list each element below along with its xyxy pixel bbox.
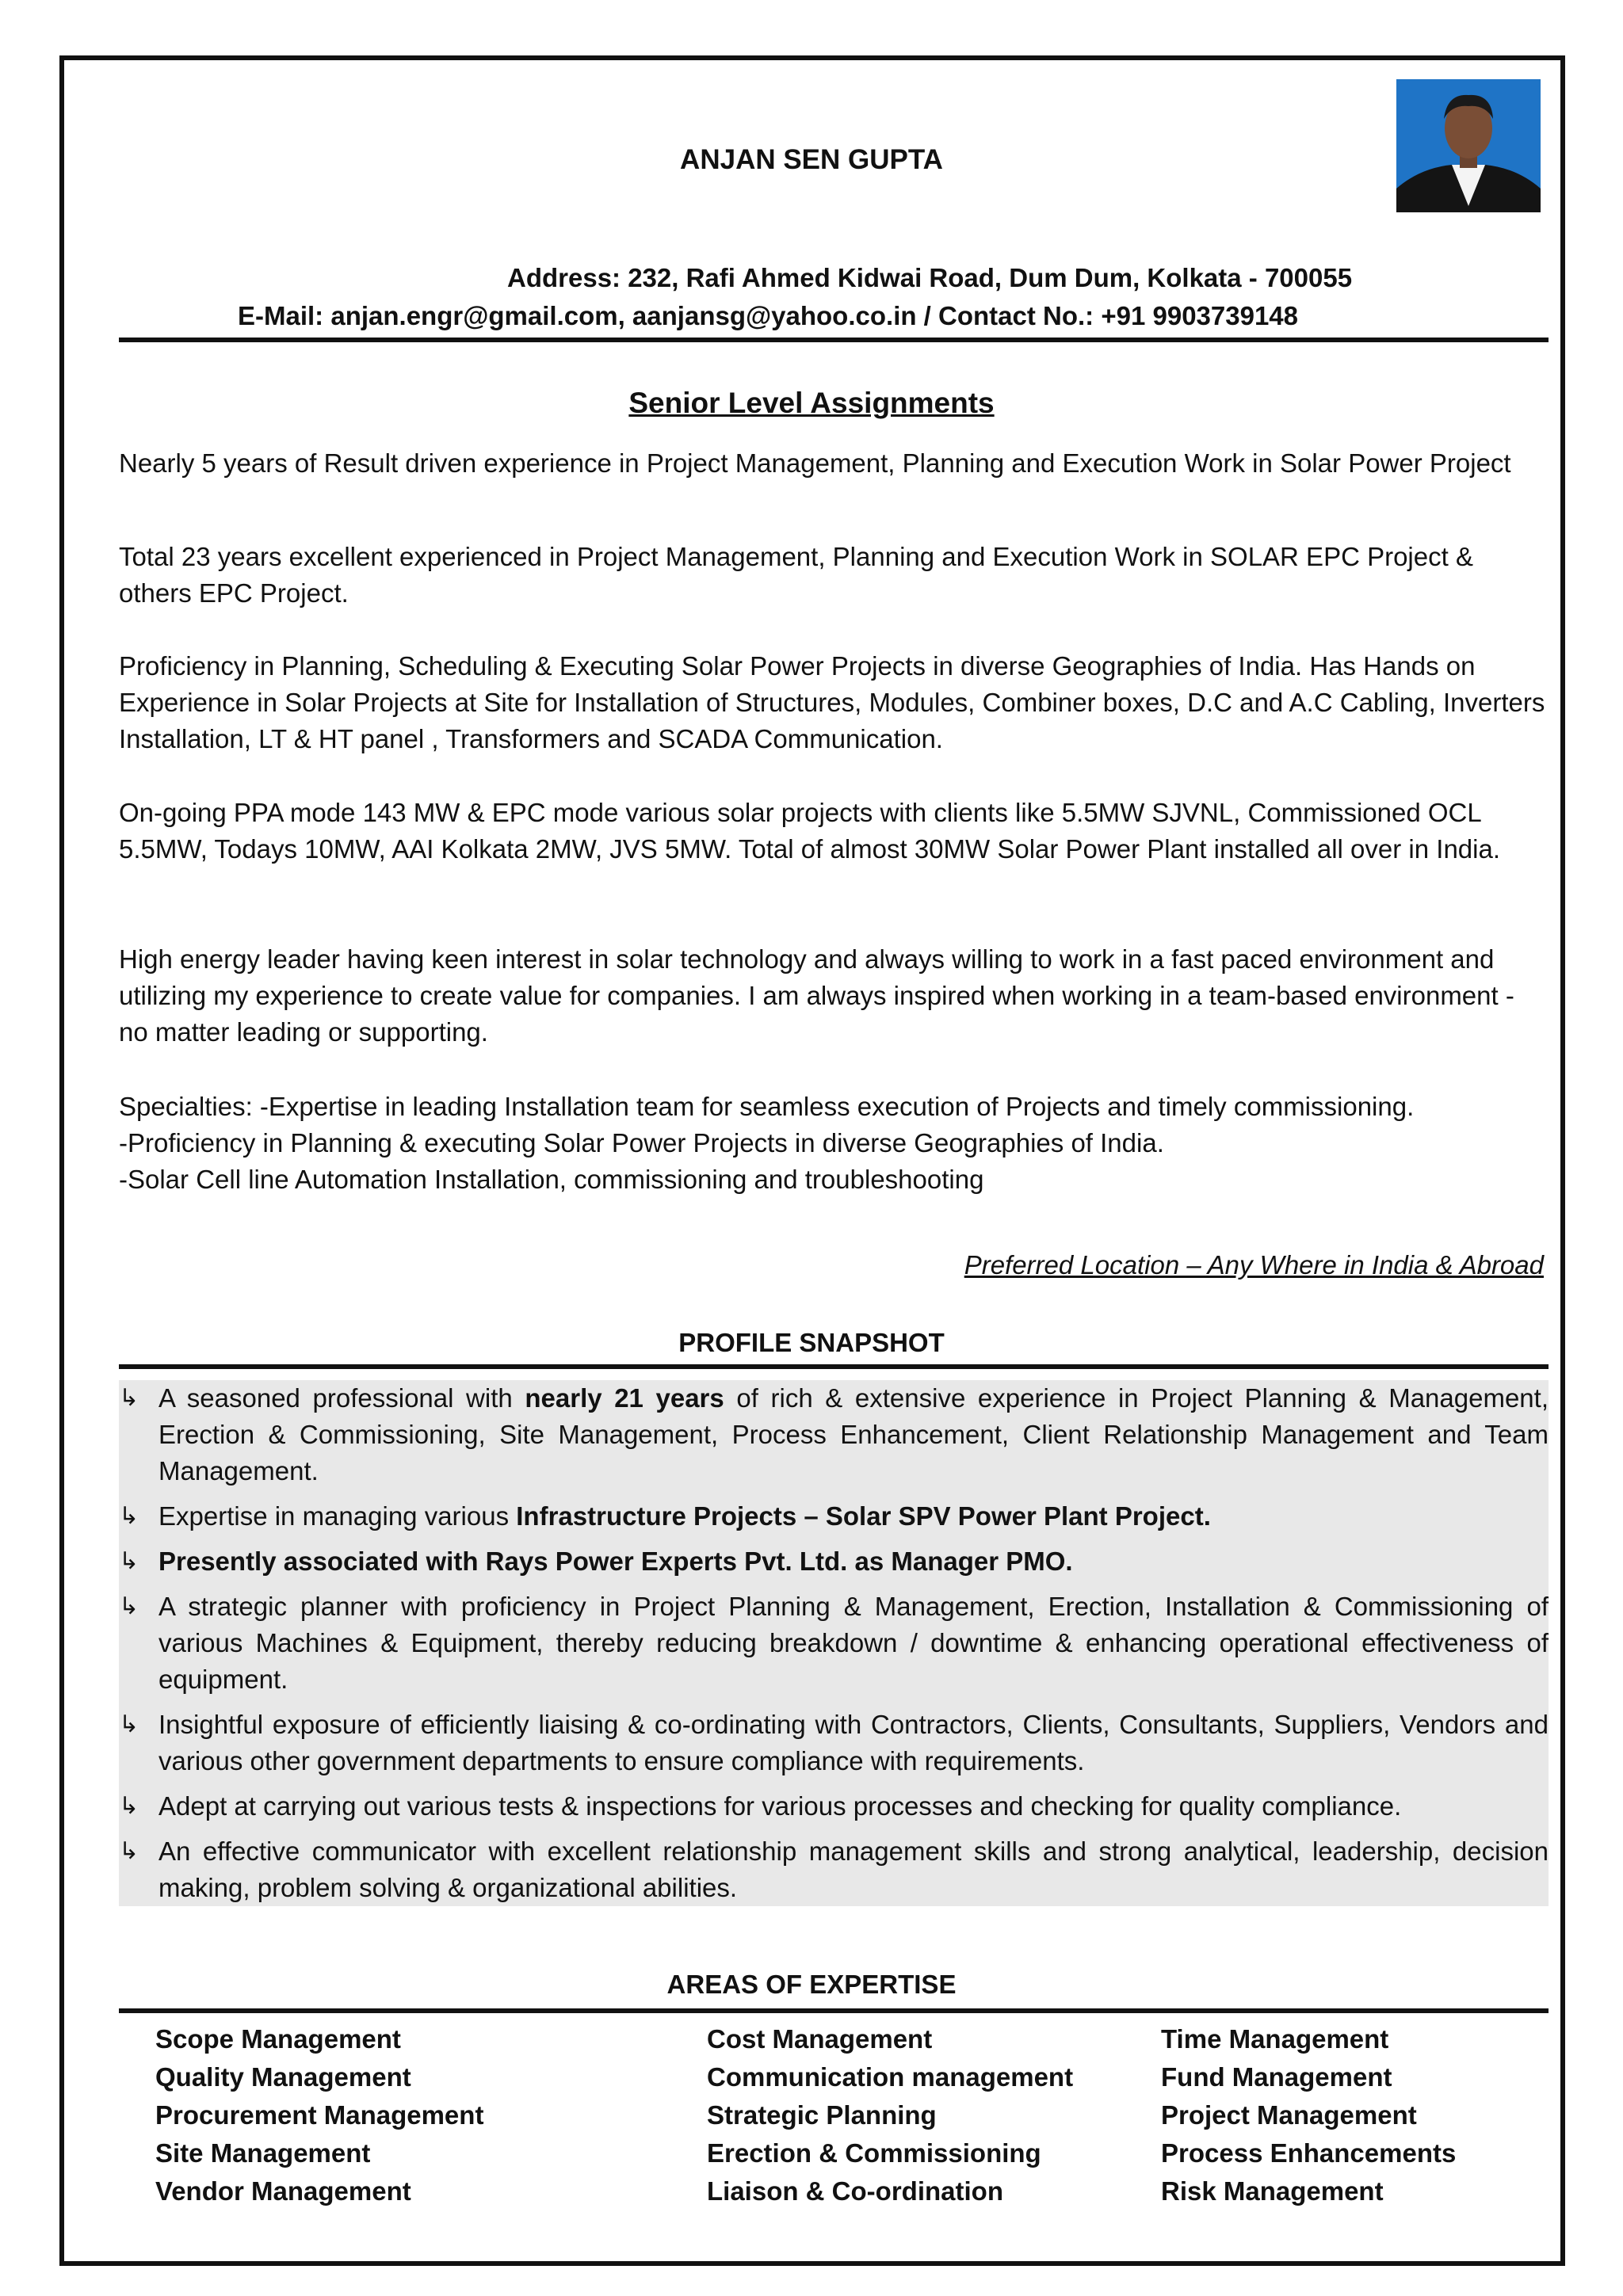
expertise-item: Strategic Planning xyxy=(707,2100,937,2130)
summary-text-3: Proficiency in Planning, Scheduling & Executing Solar Power Projects in diverse Geographies of India. Has Hands on Experience in Solar Projects at Site for Installation of Structures, Modules, Combiner boxes, D.C and A.C Cabling, Inverters Installation, LT & HT panel , Transformers and SCADA Communication. xyxy=(119,651,1545,753)
expertise-heading: AREAS OF EXPERTISE xyxy=(666,1970,957,1999)
profile-bullet-list xyxy=(119,1380,1549,1906)
summary-heading: Senior Level Assignments xyxy=(628,387,995,419)
expertise-column-1 xyxy=(155,2020,483,2210)
summary-paragraph-5 xyxy=(119,941,1549,1051)
bullet-text: Expertise in managing various xyxy=(158,1501,517,1531)
contact-line: E-Mail: anjan.engr@gmail.com, aanjansg@yahoo.co.in / Contact No.: +91 9903739148 xyxy=(238,301,1299,330)
profile-bullet-3 xyxy=(119,1543,1549,1580)
bullet-emphasis: Presently associated with Rays Power Experts Pvt. Ltd. as Manager PMO. xyxy=(158,1547,1073,1576)
portrait-image xyxy=(1396,79,1541,212)
summary-text-4: On-going PPA mode 143 MW & EPC mode various solar projects with clients like 5.5MW SJVNL, Commissioned OCL 5.5MW, Todays 10MW, AAI Kolkata 2MW, JVS 5MW. Total of almost 30MW Solar Power Plant installed all over in India. xyxy=(119,798,1501,864)
expertise-column-2 xyxy=(707,2020,1073,2210)
expertise-item: Project Management xyxy=(1161,2100,1417,2130)
expertise-item: Fund Management xyxy=(1161,2062,1392,2092)
expertise-item: Communication management xyxy=(707,2062,1074,2092)
profile-divider xyxy=(119,1364,1549,1369)
bullet-text: An effective communicator with excellent relationship management skills and strong analytical, leadership, decision making, problem solving & organizational abilities. xyxy=(158,1836,1549,1902)
bullet-emphasis: nearly 21 years xyxy=(525,1383,724,1413)
summary-text-2: Total 23 years excellent experienced in Project Management, Planning and Execution Work in SOLAR EPC Project & others EPC Project. xyxy=(119,542,1473,608)
summary-paragraph-3 xyxy=(119,648,1549,757)
expertise-item: Procurement Management xyxy=(155,2100,484,2130)
profile-bullet-7 xyxy=(119,1833,1549,1906)
profile-bullet-2 xyxy=(119,1498,1549,1535)
profile-bullet-6 xyxy=(119,1788,1549,1825)
expertise-item: Time Management xyxy=(1161,2024,1389,2054)
arrow-icon: ↳ xyxy=(119,1838,139,1864)
header-divider xyxy=(119,338,1549,342)
bullet-text: Insightful exposure of efficiently liaising & co-ordinating with Contractors, Clients, Consultants, Suppliers, Vendors and various other government departments to ensure compliance with requirements. xyxy=(158,1710,1549,1775)
specialty-line-3: -Solar Cell line Automation Installation, commissioning and troubleshooting xyxy=(119,1165,984,1194)
profile-heading: PROFILE SNAPSHOT xyxy=(678,1328,945,1357)
preferred-location: Preferred Location – Any Where in India & Abroad xyxy=(964,1250,1544,1280)
profile-bullet-4 xyxy=(119,1589,1549,1698)
address-line: Address: 232, Rafi Ahmed Kidwai Road, Dum Dum, Kolkata - 700055 xyxy=(507,263,1353,292)
bullet-emphasis: Infrastructure Projects – Solar SPV Power Plant Project. xyxy=(516,1501,1211,1531)
expertise-item: Quality Management xyxy=(155,2062,411,2092)
summary-paragraph-1 xyxy=(119,445,1549,482)
specialty-line-2: -Proficiency in Planning & executing Solar Power Projects in diverse Geographies of India. xyxy=(119,1128,1164,1158)
arrow-icon: ↳ xyxy=(119,1548,139,1574)
summary-paragraph-4 xyxy=(119,795,1549,868)
bullet-text: A seasoned professional with xyxy=(158,1383,525,1413)
bullet-text: Adept at carrying out various tests & inspections for various processes and checking for quality compliance. xyxy=(158,1791,1402,1821)
expertise-item: Process Enhancements xyxy=(1161,2138,1457,2168)
summary-text-1: Nearly 5 years of Result driven experience in Project Management, Planning and Execution Work in Solar Power Project xyxy=(119,448,1511,478)
profile-snapshot-box xyxy=(119,1380,1549,1906)
profile-bullet-1 xyxy=(119,1380,1549,1489)
arrow-icon: ↳ xyxy=(119,1385,139,1411)
candidate-name: ANJAN SEN GUPTA xyxy=(680,144,943,175)
expertise-item: Erection & Commissioning xyxy=(707,2138,1041,2168)
bullet-text: A strategic planner with proficiency in Project Planning & Management, Erection, Installation & Commissioning of various Machines & Equipment, thereby reducing breakdown / downtime & enhancing operational effectiveness of equipment. xyxy=(158,1592,1549,1694)
arrow-icon: ↳ xyxy=(119,1711,139,1737)
bullet-text: of rich & extensive experience in Project Planning & Management, Erection & Commissioning, Site Management, Process Enhancement, Client Relationship Management and Team Management. xyxy=(158,1383,1549,1486)
summary-paragraph-2 xyxy=(119,539,1549,612)
expertise-column-3 xyxy=(1161,2020,1456,2210)
arrow-icon: ↳ xyxy=(119,1503,139,1529)
profile-photo xyxy=(1396,79,1541,212)
expertise-item: Site Management xyxy=(155,2138,371,2168)
expertise-item: Scope Management xyxy=(155,2024,401,2054)
specialty-line-1: Specialties: -Expertise in leading Installation team for seamless execution of Projects and timely commissioning. xyxy=(119,1092,1415,1121)
summary-text-5: High energy leader having keen interest in solar technology and always willing to work in a fast paced environment and utilizing my experience to create value for companies. I am always inspired when working in a team-based environment - no matter leading or supporting. xyxy=(119,944,1514,1047)
arrow-icon: ↳ xyxy=(119,1593,139,1619)
expertise-item: Vendor Management xyxy=(155,2176,411,2206)
arrow-icon: ↳ xyxy=(119,1793,139,1819)
expertise-item: Risk Management xyxy=(1161,2176,1384,2206)
specialties-block xyxy=(119,1089,1549,1198)
expertise-divider xyxy=(119,2008,1549,2013)
expertise-item: Cost Management xyxy=(707,2024,933,2054)
expertise-item: Liaison & Co-ordination xyxy=(707,2176,1003,2206)
profile-bullet-5 xyxy=(119,1707,1549,1779)
